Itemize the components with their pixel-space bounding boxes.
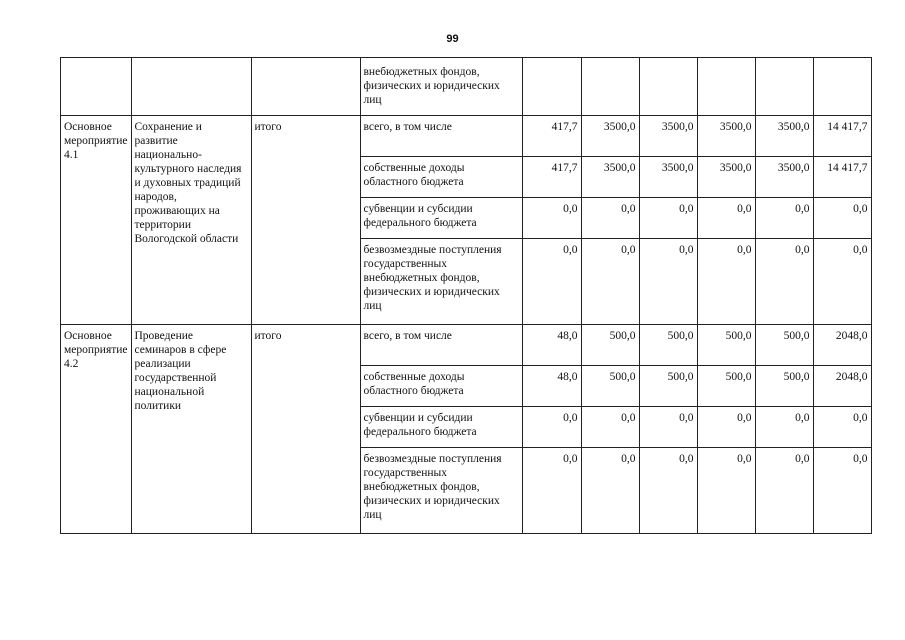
value-cell: 2048,0 <box>813 366 871 407</box>
page-number: 99 <box>446 33 459 45</box>
measure-type-cell: Основное мероприятие 4.1 <box>61 116 132 325</box>
value-cell: 500,0 <box>581 366 639 407</box>
value-cell: 3500,0 <box>755 116 813 157</box>
continuation-row <box>61 58 872 116</box>
empty-cell <box>697 58 755 116</box>
funding-source-cell: внебюджетных фондов, физических и юридических лиц <box>360 58 522 116</box>
value-cell: 0,0 <box>813 407 871 448</box>
value-cell: 0,0 <box>581 407 639 448</box>
value-cell: 0,0 <box>639 239 697 325</box>
value-cell: 0,0 <box>522 407 581 448</box>
value-cell: 3500,0 <box>755 157 813 198</box>
value-cell: 0,0 <box>639 448 697 534</box>
value-cell: 3500,0 <box>697 116 755 157</box>
value-cell: 0,0 <box>755 198 813 239</box>
value-cell: 3500,0 <box>581 157 639 198</box>
value-cell: 0,0 <box>639 407 697 448</box>
measure-type-cell: Основное мероприятие 4.2 <box>61 325 132 534</box>
empty-cell <box>639 58 697 116</box>
value-cell: 500,0 <box>697 325 755 366</box>
value-cell: 3500,0 <box>639 157 697 198</box>
value-cell: 0,0 <box>581 198 639 239</box>
value-cell: 0,0 <box>522 448 581 534</box>
value-cell: 0,0 <box>522 239 581 325</box>
value-cell: 0,0 <box>813 198 871 239</box>
value-cell: 500,0 <box>639 366 697 407</box>
value-cell: 0,0 <box>755 407 813 448</box>
funding-source-cell: безвозмездные поступления государственных внебюджетных фондов, физических и юридических лиц <box>360 448 522 534</box>
value-cell: 500,0 <box>755 325 813 366</box>
measure-name-cell: Проведение семинаров в сфере реализации государственной национальной политики <box>131 325 251 534</box>
empty-cell <box>131 58 251 116</box>
budget-table <box>60 57 872 534</box>
value-cell: 3500,0 <box>697 157 755 198</box>
funding-source-cell: субвенции и субсидии федерального бюджета <box>360 407 522 448</box>
empty-cell <box>755 58 813 116</box>
value-cell: 0,0 <box>581 239 639 325</box>
executor-cell: итого <box>251 325 360 534</box>
value-cell: 14 417,7 <box>813 116 871 157</box>
value-cell: 0,0 <box>697 239 755 325</box>
value-cell: 0,0 <box>522 198 581 239</box>
empty-cell <box>522 58 581 116</box>
value-cell: 2048,0 <box>813 325 871 366</box>
value-cell: 48,0 <box>522 325 581 366</box>
table-row <box>61 116 872 157</box>
value-cell: 417,7 <box>522 157 581 198</box>
value-cell: 0,0 <box>813 448 871 534</box>
value-cell: 500,0 <box>697 366 755 407</box>
value-cell: 500,0 <box>639 325 697 366</box>
empty-cell <box>581 58 639 116</box>
funding-source-cell: всего, в том числе <box>360 116 522 157</box>
value-cell: 0,0 <box>581 448 639 534</box>
value-cell: 3500,0 <box>581 116 639 157</box>
value-cell: 500,0 <box>755 366 813 407</box>
value-cell: 417,7 <box>522 116 581 157</box>
table-row <box>61 325 872 366</box>
table-body <box>61 58 872 534</box>
empty-cell <box>813 58 871 116</box>
measure-name-cell: Сохранение и развитие национально-культурного наследия и духовных традиций народов, проживающих на территории Вологодской области <box>131 116 251 325</box>
value-cell: 3500,0 <box>639 116 697 157</box>
funding-source-cell: субвенции и субсидии федерального бюджета <box>360 198 522 239</box>
value-cell: 0,0 <box>697 448 755 534</box>
funding-source-cell: всего, в том числе <box>360 325 522 366</box>
value-cell: 48,0 <box>522 366 581 407</box>
funding-source-cell: собственные доходы областного бюджета <box>360 157 522 198</box>
value-cell: 500,0 <box>581 325 639 366</box>
executor-cell: итого <box>251 116 360 325</box>
value-cell: 0,0 <box>813 239 871 325</box>
value-cell: 0,0 <box>755 448 813 534</box>
empty-cell <box>251 58 360 116</box>
value-cell: 0,0 <box>755 239 813 325</box>
value-cell: 0,0 <box>697 407 755 448</box>
funding-source-cell: собственные доходы областного бюджета <box>360 366 522 407</box>
value-cell: 0,0 <box>697 198 755 239</box>
value-cell: 0,0 <box>639 198 697 239</box>
value-cell: 14 417,7 <box>813 157 871 198</box>
funding-source-cell: безвозмездные поступления государственных внебюджетных фондов, физических и юридических лиц <box>360 239 522 325</box>
empty-cell <box>61 58 132 116</box>
